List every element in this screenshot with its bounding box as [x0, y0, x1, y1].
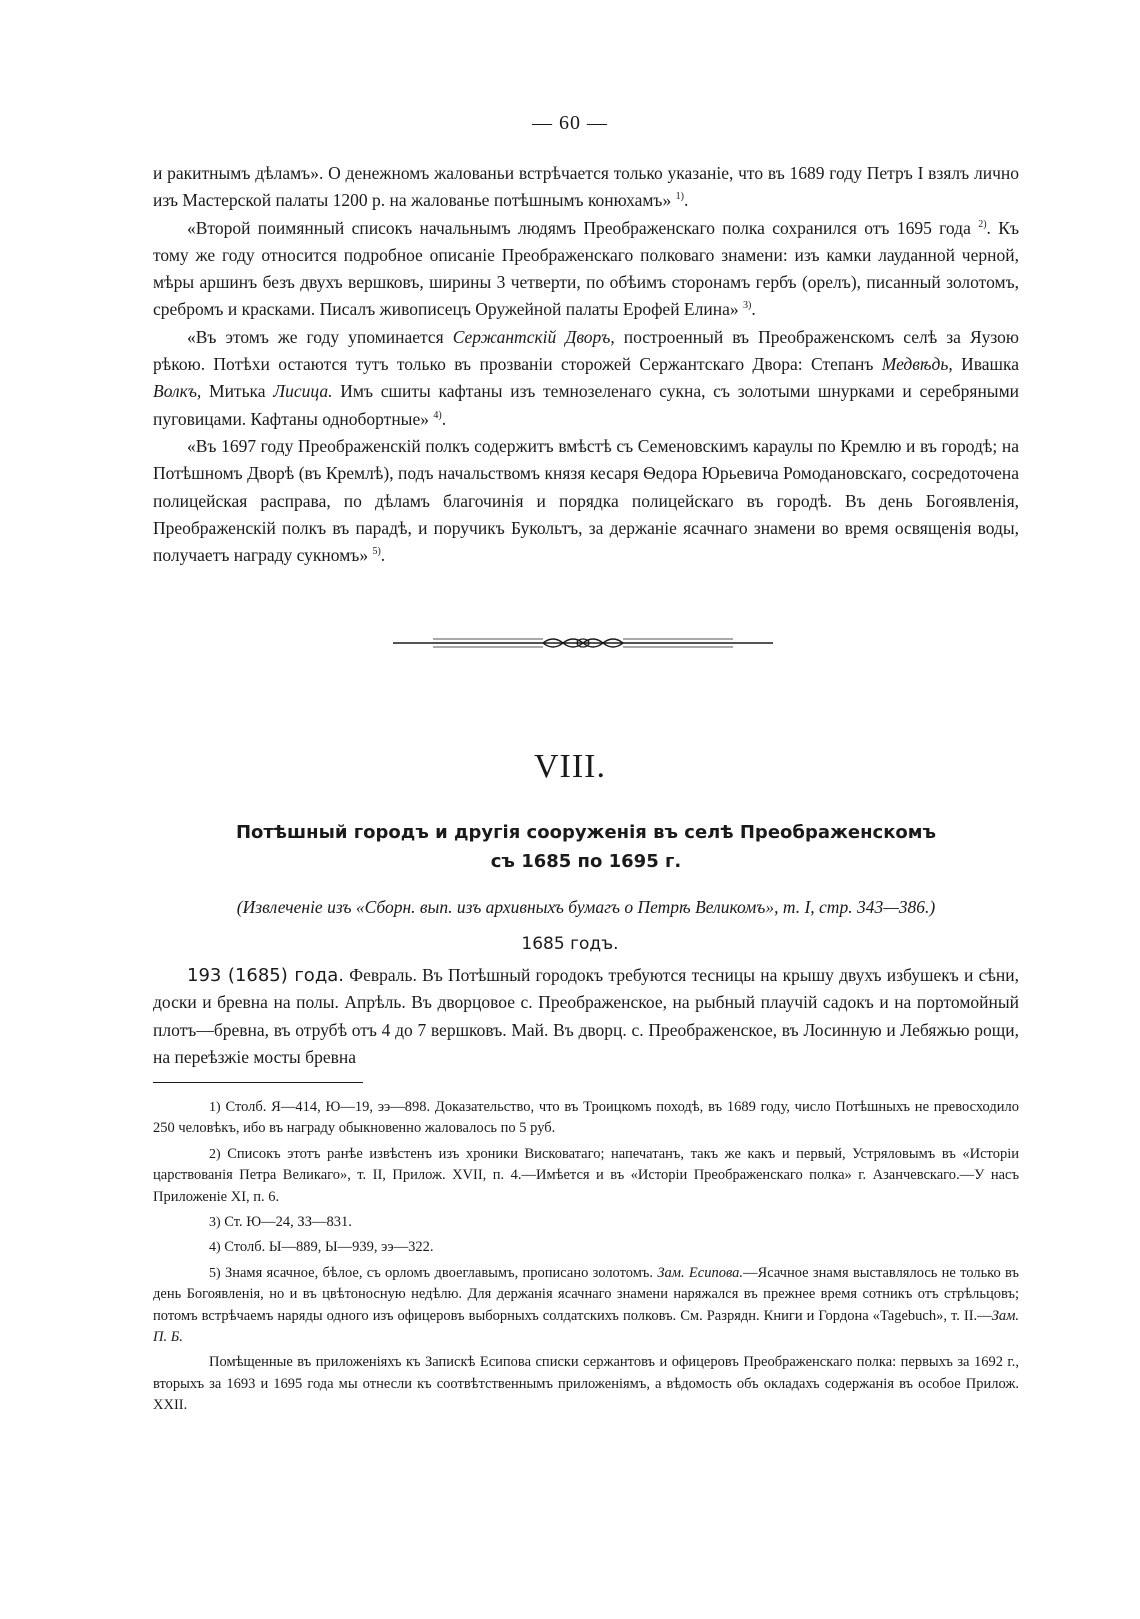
- paragraph-text: Ивашка: [952, 354, 1020, 375]
- footnote: [153, 1097, 1019, 1140]
- footnotes-block: [153, 1097, 1019, 1421]
- entry-paragraph: [153, 962, 1019, 1071]
- paragraph-text: «Въ этомъ же году упоминается: [187, 326, 453, 347]
- footnote-text: —Ясачное знамя выставлялось не только въ день Богоявленія, но и въ цвѣтоносную недѣлю. Для держанія ясачнаго знамени наряжался въ прежнее время сотникъ отъ стрѣльцовъ; потомъ встрѣчаемъ наряды одного изъ офицеровъ выборныхъ солдатскихъ полковъ. См. Разрядн. Книги и Гордона «Tagebuch», т. II.—: [153, 1264, 1020, 1324]
- page-number: — 60 —: [532, 112, 608, 134]
- paragraph: [153, 324, 1019, 433]
- footnote-ref: 1): [675, 191, 684, 203]
- footnote-text: Ст. Ю—24, ЗЗ—831.: [220, 1214, 352, 1231]
- entry-text: Февраль. Въ Потѣшный городокъ требуются тесницы на крышу двухъ избушекъ и сѣни, доски и бревна на полы. Апрѣль. Въ дворцовое с. Преображенское, на рыбный плаучій садокъ и на портомойный плотъ—бревна, въ отрубѣ отъ 4 до 7 вершковъ. Май. Въ дворц. с. Преображенское, въ Лосинную и Лебяжью рощи, на переѣзжіе мосты бревна: [153, 965, 1020, 1067]
- italic-name: Лисица.: [273, 381, 333, 402]
- extract-note: (Извлеченіе изъ «Сборн. вып. изъ архивныхъ бумагъ о Петрѣ Великомъ», т. I, стр. 343—386.): [236, 897, 936, 917]
- footnote-attribution: Зам. Есипова.: [657, 1264, 744, 1281]
- entries-block: [153, 962, 1019, 1071]
- entry-lead: 193 (1685) года.: [187, 965, 345, 986]
- footnote-number: 2): [209, 1146, 221, 1162]
- footnote: [153, 1263, 1019, 1349]
- footnote-number: 3): [209, 1215, 221, 1231]
- chapter-title-line: Потѣшный городъ и другія сооруженія въ селѣ Преображенскомъ: [235, 822, 937, 843]
- footnote-attribution: Зам. П. Б.: [153, 1307, 1019, 1346]
- footnote: [153, 1237, 1019, 1258]
- footnote-number: 1): [209, 1100, 221, 1115]
- footnote-text: Столб. Я—414, Ю—19, ээ—898. Доказательство, что въ Троицкомъ походѣ, въ 1689 году, число Потѣшныхъ не превосходило 250 человѣкъ, ибо въ награду обыкновенно жаловалось по 5 руб.: [153, 1099, 1019, 1137]
- footnote: [153, 1212, 1019, 1233]
- paragraph-text: «Въ 1697 году Преображенскій полкъ содержитъ вмѣстѣ съ Семеновскимъ караулы по Кремлю и въ городѣ; на Потѣшномъ Дворѣ (въ Кремлѣ), подъ начальствомъ князя кесаря Ѳедора Юрьевича Ромодановскаго, сосредоточена полицейская расправа, по дѣламъ благочинія и порядка полицейскаго въ городѣ. Въ день Богоявленія, Преображенскій полкъ въ парадѣ, и поручикъ Букольтъ, за держаніе ясачнаго знамени во время освященія воды, получаетъ награду сукномъ»: [153, 435, 1019, 566]
- italic-name: Медвѣдь,: [881, 354, 953, 375]
- chapter-title-line: съ 1685 по 1695 г.: [490, 851, 682, 872]
- footnote-number: 4): [209, 1240, 221, 1256]
- year-heading: 1685 годъ.: [521, 934, 619, 954]
- footnote-continuation: Помѣщенные въ приложеніяхъ къ Запискѣ Есипова списки сержантовъ и офицеровъ Преображенскаго полка: первыхъ за 1692 г., вторыхъ за 1693 и 1695 года мы отнесли къ соотвѣтственнымъ приложеніямъ, а вѣдомость объ окладахъ содержанія въ особое Прилож. XXII.: [153, 1354, 1019, 1414]
- paragraph-punct: .: [751, 299, 756, 320]
- footnote-ref: 5): [372, 546, 381, 558]
- footnote-ref: 3): [742, 300, 752, 312]
- paragraph: [153, 160, 1019, 215]
- paragraph: [153, 433, 1019, 569]
- paragraph-text: «Второй поимянный списокъ начальнымъ людямъ Преображенскаго полка сохранился отъ 1695 года: [187, 217, 971, 238]
- top-text-block: [153, 160, 1019, 569]
- paragraph: [153, 215, 1019, 324]
- paragraph-punct: .: [441, 408, 447, 429]
- paragraph-punct: .: [683, 190, 689, 211]
- chapter-title: [153, 818, 1019, 876]
- italic-name: Сержантскій Дворъ,: [452, 326, 615, 347]
- chapter-number: VIII.: [533, 748, 607, 785]
- paragraph-text: построенный въ Преображенскомъ селѣ за Яузою рѣкою. Потѣхи остаются тутъ только въ прозваніи сторожей Сержантскаго Двора: Степанъ: [153, 326, 1019, 375]
- footnote-text: Столб. Ы—889, Ы—939, ээ—322.: [220, 1239, 434, 1256]
- italic-name: Волкъ,: [153, 381, 202, 402]
- paragraph-text: и ракитнымъ дѣламъ». О денежномъ жалованьи встрѣчается только указаніе, что въ 1689 году Петръ I взялъ лично изъ Мастерской палаты 1200 р. на жалованье потѣшнымъ конюхамъ»: [153, 163, 1019, 211]
- footnote-text: Списокъ этотъ ранѣе извѣстенъ изъ хроники Висковатаго; напечатанъ, такъ же какъ и первый, Устряловымъ въ «Исторіи царствованія Петра Великаго», т. II, Прилож. XVII, п. 4.—Имѣется и въ «Исторіи Преображенскаго полка» г. Азанчевскаго.—У насъ Приложеніе XI, п. 6.: [153, 1145, 1019, 1205]
- ornament-divider-icon: [393, 633, 773, 653]
- footnote-ref: 4): [433, 409, 442, 421]
- paragraph-text: Имъ сшиты кафтаны изъ темнозеленаго сукна, съ золотыми шнурками и серебряными пуговицами. Кафтаны однобортные»: [153, 381, 1020, 429]
- footnote-ref: 2): [978, 218, 987, 230]
- paragraph-text: . Къ тому же году относится подробное описаніе Преображенскаго полковаго знамени: изъ камки лауданной черной, мѣры аршинъ безъ двухъ вершковъ, ширины 3 четверти, по обѣимъ сторонамъ гербъ (орелъ), писанный золотомъ, сребромъ и красками. Писалъ живописецъ Оружейной палаты Ерофей Елина»: [153, 217, 1019, 320]
- footnote-text: Знамя ясачное, бѣлое, съ орломъ двоеглавымъ, прописано золотомъ.: [220, 1264, 658, 1281]
- footnote-divider: [153, 1082, 363, 1083]
- paragraph-punct: .: [380, 545, 386, 566]
- paragraph-text: Митька: [201, 381, 274, 402]
- footnote: [153, 1144, 1019, 1208]
- footnote-number: 5): [209, 1265, 221, 1281]
